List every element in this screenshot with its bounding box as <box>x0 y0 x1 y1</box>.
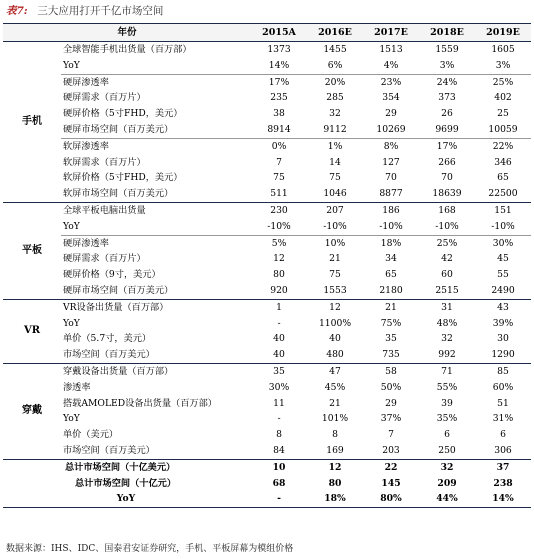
row-value: 1046 <box>307 186 363 202</box>
table-caption <box>6 3 163 18</box>
row-value: 1553 <box>307 283 363 299</box>
row-value: 230 <box>270 204 288 216</box>
row-value: 6% <box>327 59 343 71</box>
row-label: YoY <box>63 59 80 71</box>
row-value: 17% <box>419 138 475 154</box>
segment-label: 穿戴 <box>3 363 61 459</box>
total-row <box>3 491 531 507</box>
table-row <box>3 427 531 443</box>
row-value: 8 <box>276 429 282 441</box>
row-value: 10269 <box>376 123 406 135</box>
row-value: 8% <box>363 138 419 154</box>
row-value: 1 <box>276 301 282 313</box>
row-label: 全球智能手机出货量（百万部） <box>63 44 192 55</box>
table-row <box>3 443 531 459</box>
row-value: 920 <box>251 283 307 299</box>
table-row <box>3 267 531 283</box>
row-value: 4% <box>383 59 399 71</box>
row-value: 42 <box>441 253 453 265</box>
row-value: 22500 <box>475 186 531 202</box>
row-value: 3% <box>495 59 511 71</box>
row-value: 6 <box>444 429 450 441</box>
row-value: -10% <box>379 220 403 232</box>
row-value: 20% <box>307 74 363 90</box>
row-value: 168 <box>438 204 456 216</box>
row-value: 6 <box>500 429 506 441</box>
table-row <box>3 186 531 202</box>
total-label: 总计市场空间（十亿元） <box>75 477 177 489</box>
row-value: 5% <box>251 235 307 251</box>
row-value: 1% <box>307 138 363 154</box>
row-value: 992 <box>419 347 475 363</box>
total-value: 145 <box>381 477 401 489</box>
row-value: 30% <box>475 235 531 251</box>
row-label: 硬屏渗透率 <box>61 235 251 251</box>
total-value: 14% <box>475 491 531 507</box>
row-value: 1290 <box>475 347 531 363</box>
row-value: 26 <box>441 108 453 120</box>
caption-text: 三大应用打开千亿市场空间 <box>37 5 164 17</box>
row-value: -10% <box>323 220 347 232</box>
table-row <box>3 122 531 138</box>
header-row <box>3 24 531 42</box>
total-value: 32 <box>440 461 454 473</box>
row-label: VR设备出货量（百万部） <box>63 301 169 313</box>
row-value: 11 <box>273 397 285 409</box>
row-label: 硬屏市场空间（百万美元） <box>61 283 251 299</box>
row-label: 软屏价格（5寸FHD，美元） <box>63 172 183 184</box>
row-value: 151 <box>494 204 512 216</box>
row-value: 22% <box>475 138 531 154</box>
segment-label: 手机 <box>3 42 61 203</box>
table-row <box>3 380 531 396</box>
row-value: 8914 <box>267 123 291 135</box>
total-value: 80% <box>363 491 419 507</box>
row-value: 1605 <box>491 44 515 55</box>
table-row <box>3 90 531 106</box>
row-value: 65 <box>497 172 509 184</box>
segment-label: 平板 <box>3 202 61 299</box>
row-value: 60% <box>492 381 514 393</box>
row-value: 55% <box>436 381 458 393</box>
header-year: 2017E <box>363 24 419 42</box>
row-value: 55 <box>497 269 509 281</box>
row-value: 7 <box>276 156 282 168</box>
table-row <box>3 170 531 186</box>
row-value: 75% <box>380 317 402 329</box>
row-label: 硬屏市场空间（百万美元） <box>63 123 174 135</box>
total-value: 37 <box>496 461 510 473</box>
total-label: 总计市场空间（十亿美元） <box>65 461 176 473</box>
total-value: 12 <box>328 461 342 473</box>
row-value: 3% <box>439 59 455 71</box>
row-label: 穿戴设备出货量（百万部） <box>63 365 174 377</box>
row-label: 软屏需求（百万片） <box>63 156 146 168</box>
row-label: YoY <box>63 220 80 232</box>
row-value: 511 <box>251 186 307 202</box>
row-value: 127 <box>382 156 400 168</box>
row-value: 35 <box>273 365 285 377</box>
row-value: -10% <box>267 220 291 232</box>
row-value: 29 <box>385 108 397 120</box>
row-value: 85 <box>497 365 509 377</box>
row-value: 266 <box>438 156 456 168</box>
row-value: 80 <box>273 269 285 281</box>
total-value: 22 <box>384 461 398 473</box>
row-value: -10% <box>435 220 459 232</box>
row-value: 39% <box>492 317 514 329</box>
total-value: 238 <box>493 477 513 489</box>
row-value: 1559 <box>435 44 459 55</box>
row-value: 24% <box>419 74 475 90</box>
row-value: 25 <box>497 108 509 120</box>
total-label: YoY <box>3 491 251 507</box>
source-note: 数据来源：IHS、IDC、国泰君安证券研究，手机、平板屏幕为模组价格 <box>6 544 294 554</box>
row-value: 8877 <box>363 186 419 202</box>
row-value: 10% <box>307 235 363 251</box>
row-value: 354 <box>382 92 400 104</box>
row-value: 23% <box>363 74 419 90</box>
row-value: 65 <box>385 269 397 281</box>
row-value: 480 <box>307 347 363 363</box>
row-value: 373 <box>438 92 456 104</box>
row-value: 37% <box>380 413 402 425</box>
table-row <box>3 331 531 347</box>
row-value: 45 <box>497 253 509 265</box>
total-value: 44% <box>419 491 475 507</box>
row-value: 75 <box>329 269 341 281</box>
row-value: 207 <box>326 204 344 216</box>
row-label: YoY <box>63 413 80 425</box>
row-value: 40 <box>329 333 341 345</box>
row-value: 58 <box>385 365 397 377</box>
row-value: 18% <box>363 235 419 251</box>
table-row <box>3 155 531 171</box>
row-value: 21 <box>329 397 341 409</box>
row-value: - <box>277 413 281 425</box>
row-value: 14 <box>329 156 341 168</box>
table-row <box>3 347 531 363</box>
total-value: - <box>251 491 307 507</box>
row-value: 45% <box>324 381 346 393</box>
row-value: 70 <box>441 172 453 184</box>
row-label: 全球平板电脑出货量 <box>63 204 146 216</box>
row-value: 60 <box>441 269 453 281</box>
row-label: 市场空间（百万美元） <box>61 347 251 363</box>
row-value: 35 <box>385 333 397 345</box>
row-value: 402 <box>494 92 512 104</box>
row-value: 1373 <box>267 44 291 55</box>
row-label: 软屏渗透率 <box>61 138 251 154</box>
row-label: 软屏市场空间（百万美元） <box>61 186 251 202</box>
row-value: 21 <box>385 301 397 313</box>
row-value: 71 <box>441 365 453 377</box>
total-value: 10 <box>272 461 286 473</box>
row-label: 硬屏渗透率 <box>61 74 251 90</box>
row-value: 12 <box>329 301 341 313</box>
row-value: 2180 <box>363 283 419 299</box>
row-value: 84 <box>251 443 307 459</box>
table-row <box>3 42 531 58</box>
row-value: 34 <box>385 253 397 265</box>
row-value: 39 <box>441 397 453 409</box>
row-value: 10059 <box>488 123 518 135</box>
table-row <box>3 363 531 379</box>
row-value: 9699 <box>435 123 459 135</box>
row-value: 51 <box>497 397 509 409</box>
row-value: 40 <box>251 347 307 363</box>
table-row <box>3 299 531 315</box>
table-row <box>3 316 531 332</box>
row-value: - <box>277 317 281 329</box>
row-label: 单价（5.7寸，美元） <box>63 333 152 345</box>
table-row <box>3 235 531 251</box>
row-value: 101% <box>321 413 349 425</box>
row-label: 硬屏价格（9寸，美元） <box>63 269 161 281</box>
row-label: 硬屏需求（百万片） <box>63 253 146 265</box>
row-value: 169 <box>307 443 363 459</box>
row-value: 285 <box>326 92 344 104</box>
table-row <box>3 251 531 267</box>
header-year: 2015A <box>251 24 307 42</box>
table-row <box>3 411 531 427</box>
row-value: 29 <box>385 397 397 409</box>
table-row <box>3 106 531 122</box>
table-row <box>3 283 531 299</box>
row-value: 7 <box>388 429 394 441</box>
row-value: 47 <box>329 365 341 377</box>
row-label: 硬屏需求（百万片） <box>63 92 146 104</box>
row-value: 735 <box>363 347 419 363</box>
row-value: 14% <box>268 59 290 71</box>
row-value: 0% <box>251 138 307 154</box>
row-value: 31 <box>441 301 453 313</box>
row-value: 306 <box>475 443 531 459</box>
row-value: 1455 <box>323 44 347 55</box>
row-value: 70 <box>385 172 397 184</box>
row-value: 250 <box>419 443 475 459</box>
row-value: 48% <box>436 317 458 329</box>
row-value: 21 <box>329 253 341 265</box>
caption-prefix: 表7: <box>6 5 28 17</box>
row-value: 2490 <box>475 283 531 299</box>
row-label: 单价（美元） <box>63 429 119 441</box>
row-value: 75 <box>273 172 285 184</box>
table-row <box>3 202 531 218</box>
row-value: 32 <box>441 333 453 345</box>
row-value: 25% <box>419 235 475 251</box>
row-value: 186 <box>382 204 400 216</box>
total-value: 68 <box>272 477 286 489</box>
row-value: 75 <box>329 172 341 184</box>
row-value: 235 <box>270 92 288 104</box>
header-year: 2016E <box>307 24 363 42</box>
row-value: -10% <box>491 220 515 232</box>
total-row <box>3 476 531 492</box>
row-value: 12 <box>273 253 285 265</box>
row-value: 18639 <box>419 186 475 202</box>
market-table <box>3 23 531 508</box>
table-row <box>3 219 531 235</box>
row-value: 31% <box>492 413 514 425</box>
row-label: 渗透率 <box>63 381 91 393</box>
total-value: 209 <box>437 477 457 489</box>
row-value: 30% <box>268 381 290 393</box>
row-value: 30 <box>497 333 509 345</box>
row-value: 1100% <box>318 317 352 329</box>
row-value: 50% <box>380 381 402 393</box>
row-value: 38 <box>273 108 285 120</box>
row-value: 9112 <box>323 123 347 135</box>
table-row <box>3 396 531 412</box>
row-value: 43 <box>497 301 509 313</box>
header-year: 2019E <box>475 24 531 42</box>
row-label: 硬屏价格（5寸FHD，美元） <box>63 108 183 120</box>
table-row <box>3 58 531 74</box>
total-value: 18% <box>307 491 363 507</box>
row-value: 1513 <box>379 44 403 55</box>
row-value: 32 <box>329 108 341 120</box>
total-value: 80 <box>328 477 342 489</box>
table-row <box>3 138 531 154</box>
row-value: 35% <box>436 413 458 425</box>
row-label: 搭载AMOLED设备出货量（百万部） <box>63 397 217 409</box>
row-value: 40 <box>273 333 285 345</box>
table-row <box>3 74 531 90</box>
row-label: 市场空间（百万美元） <box>61 443 251 459</box>
header-year: 2018E <box>419 24 475 42</box>
row-value: 25% <box>475 74 531 90</box>
row-value: 8 <box>332 429 338 441</box>
row-value: 203 <box>363 443 419 459</box>
row-value: 17% <box>251 74 307 90</box>
segment-label: VR <box>3 299 61 363</box>
header-year-label: 年份 <box>3 24 251 42</box>
row-value: 2515 <box>419 283 475 299</box>
total-row <box>3 459 531 475</box>
row-label: YoY <box>63 317 80 329</box>
row-value: 346 <box>494 156 512 168</box>
